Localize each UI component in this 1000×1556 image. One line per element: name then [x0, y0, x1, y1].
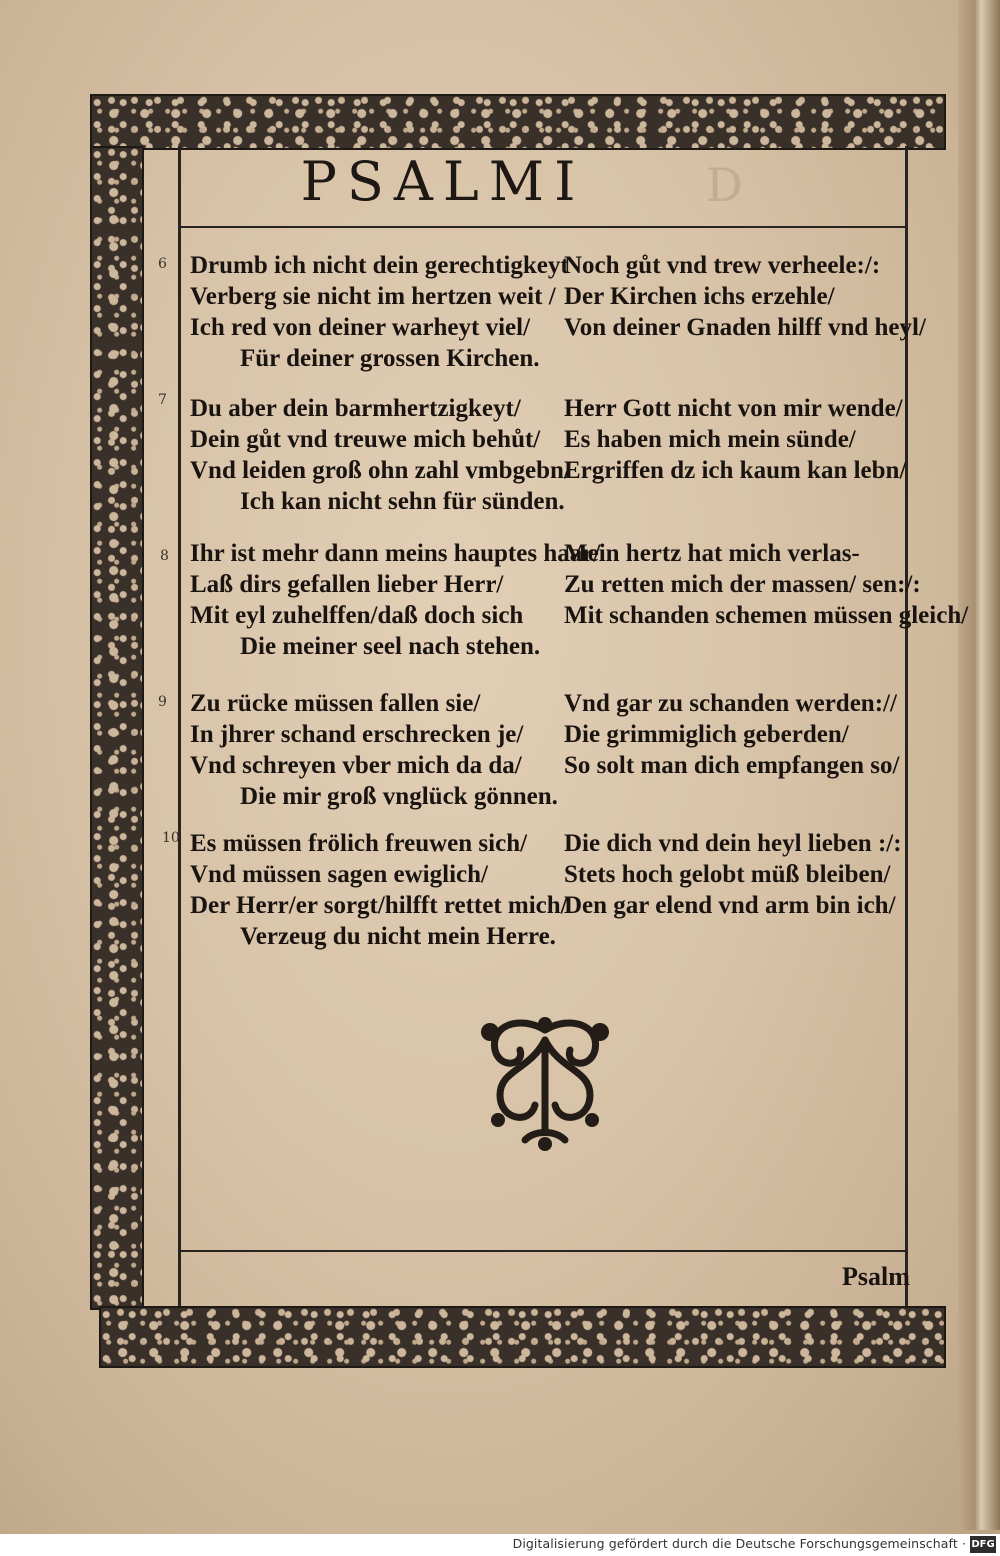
verse-line: Mit eyl zuhelffen/daß doch sich Mit schanden schemen müssen gleich/ [190, 602, 969, 629]
verse-number: 7 [158, 392, 167, 408]
show-through-texture [205, 958, 210, 981]
verse-line: In jhrer schand erschrecken je/ Die grimmiglich geberden/ [190, 721, 849, 748]
verse-line: Es müssen frölich freuwen sich/ Die dich vnd dein heyl lieben :/: [190, 830, 902, 857]
verse-line: Ihr ist mehr dann meins hauptes haar/ Mein hertz hat mich verlas- [190, 540, 860, 567]
ornament-border-top [90, 94, 946, 150]
verse-refrain: Ich kan nicht sehn für sünden. [240, 488, 565, 515]
verse-number: 9 [158, 694, 167, 710]
verse-line: Drumb ich nicht dein gerechtigkeyt Noch gůt vnd trew verheele:/: [190, 252, 881, 279]
verse-refrain: Die mir groß vnglück gönnen. [240, 783, 558, 810]
verse-line: Du aber dein barmhertzigkeyt/ Herr Gott nicht von mir wende/ [190, 395, 903, 422]
ornament-border-left [90, 146, 144, 1310]
title-rule [178, 226, 908, 228]
dfg-logo: DFG [970, 1536, 996, 1553]
verse-refrain: Für deiner grossen Kirchen. [240, 345, 540, 372]
stanza [186, 540, 969, 664]
page-title: PSALMI [300, 150, 586, 213]
bottom-rule [178, 1250, 908, 1252]
fleuron-ornament [470, 1010, 620, 1152]
frame-rule-left [178, 146, 181, 1306]
stanza [186, 395, 906, 519]
verse-line: Ich red von deiner warheyt viel/ Von deiner Gnaden hilff vnd heyl/ [190, 314, 926, 341]
verse-line: Vnd leiden groß ohn zahl vmbgebn/ Ergriffen dz ich kaum kan lebn/ [190, 457, 907, 484]
verse-refrain: Verzeug du nicht mein Herre. [240, 923, 556, 950]
page-edge [958, 0, 1000, 1530]
verse-line: Laß dirs gefallen lieber Herr/ Zu retten mich der massen/ sen:/: [190, 571, 921, 598]
verse-number: 6 [158, 256, 167, 272]
verse-number: 10 [162, 830, 180, 846]
verse-line: Zu rücke müssen fallen sie/ Vnd gar zu schanden werden:// [190, 690, 897, 717]
verse-number: 8 [160, 548, 169, 564]
bleed-through-letter: D [706, 158, 751, 212]
catchword: Psalm [842, 1262, 910, 1291]
verse-refrain: Die meiner seel nach stehen. [240, 633, 541, 660]
ornament-border-bottom [99, 1306, 946, 1368]
stanza [186, 690, 906, 814]
footer-credit: Digitalisierung gefördert durch die Deutsche Forschungsgemeinschaft · [512, 1536, 966, 1551]
stanza [186, 252, 926, 376]
verse-line: Vnd müssen sagen ewiglich/ Stets hoch gelobt müß bleiben/ [190, 861, 891, 888]
verse-line: Verberg sie nicht im hertzen weit / Der Kirchen ichs erzehle/ [190, 283, 835, 310]
verse-line: Dein gůt vnd treuwe mich behůt/ Es haben mich mein sünde/ [190, 426, 856, 453]
verse-line: Der Herr/er sorgt/hilfft rettet mich/ Den gar elend vnd arm bin ich/ [190, 892, 896, 919]
verse-line: Vnd schreyen vber mich da da/ So solt man dich empfangen so/ [190, 752, 900, 779]
stanza [186, 830, 906, 954]
